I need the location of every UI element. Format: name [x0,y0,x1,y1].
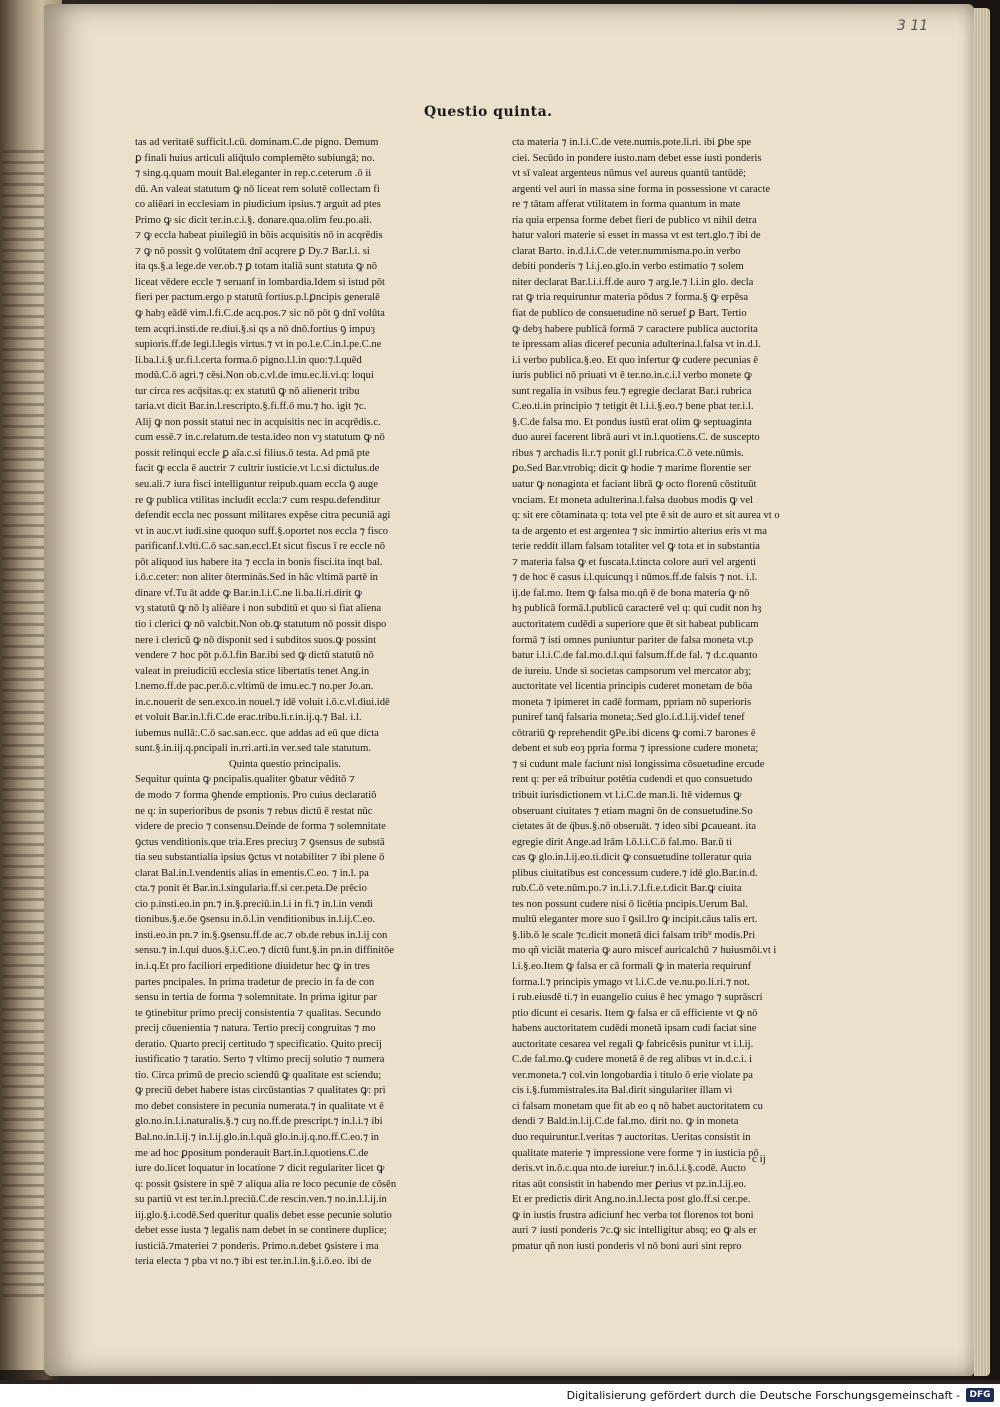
text-line: sensu.⁊ in.l.qui duos.§.i.C.eo.⁊ dictū funt.§.in pn.in diffinitōe [135,945,394,957]
text-line: ꝯctus venditionis.que tria.Eres preciuȝ ⁊ ꝯsensus de substā [135,836,385,848]
text-line: uatur ꝙ nonaginta et faciant librā ꝙ octo florenū cōstituūt [512,479,757,491]
text-line: rent q: per eā tribuitur potētia cudendi et quo consuetudo [512,774,753,786]
text-line: tio i clerici ꝙ nō valcbit.Non ob.ꝙ statutum nō possit dispo [135,618,387,630]
text-line: co aliēari in ecclesiam in piudicium ipsius.⁊ arguit ad ptes [135,199,381,211]
text-line: su partiū vt est ter.in.l.preciū.C.de rescin.ven.⁊ no.in.l.l.ij.in [135,1194,387,1206]
left-text-column [135,135,435,1270]
text-line: possit relinqui eccle ꝑ aīa.c.si filius.ō testa. Ad pmā pte [135,447,370,459]
text-line: rub.C.ō vete.nūm.po.⁊ in.l.i.⁊.l.fi.e.t.dicit Bar.ꝙ ciuita [512,883,742,895]
text-line: iubemus nullā:.C.ō sac.san.ecc. que addas ad eū que dicta [135,727,379,739]
text-line: defendit eccla nec possunt militares expēse citra pecuniā agi [135,510,391,522]
text-line: vt in auc.vt iudi.sine quoquo suff.§.oportet nos eccla ⁊ fisco [135,525,389,537]
text-line: tas ad veritatē sufficit.l.cū. dominam.C.de pigno. Demum [135,137,379,148]
text-line: Et er predictis dirit Ang.no.in.l.lecta post glo.ff.si cer.pe. [512,1194,751,1206]
text-line: hȝ publicā formā.l.publicū caracterē vel q: qui cudit non hȝ [512,603,762,615]
text-line: Bal.no.in.l.ij.⁊ in.l.ij.glo.in.l.quā glo.in.ij.q.no.ff.C.eo.⁊ in [135,1132,379,1143]
text-line: parificanf.l.vlti.C.ō sac.san.eccl.Et sicut fiscus ī re eccle nō [135,541,386,553]
text-line: supioris.ff.de legi.l.legis virtus.⁊ vt in po.l.e.C.in.l.pe.C.ne [135,339,382,351]
text-line: pmatur qñ non iusti ponderis vl nō boni auri sint repro [512,1240,742,1252]
text-line: i rub.eiusdē ti.⁊ in euangelio cuius ē hec ymago ⁊ suprāscri [512,992,763,1004]
text-line: duo aurei facerent librā auri vt in.l.quotiens.C. de suscepto [512,432,760,444]
text-line: iure do.licet loquatur in locatione ⁊ dicit regulariter licet ꝙ [135,1163,385,1175]
text-line: debiti ponderis ⁊ l.i.j.eo.glo.in verbo estimatio ⁊ solem [512,261,744,273]
text-line: egregie dirit Ange.ad lrām l.ō.l.i.C.ō fal.mo. Bar.ū ti [512,836,733,848]
text-line: de modo ⁊ forma ꝯhende emptionis. Pro cuius declaratiō [135,789,377,801]
text-line: cta.⁊ ponit ēt Bar.in.l.singularia.ff.si cer.peta.De prēcio [135,883,367,895]
text-line: liceat vēdere eccle ⁊ seruanf in lombardia.Idem si istud pōt [135,276,386,288]
text-line: §.lib.ō le scale ⁊c.dicit monetā dici falsam trib⁹ modis.Pri [512,929,756,941]
text-line: ꝙ habȝ eādē vim.l.fi.C.de acq.pos.⁊ sic nō pōt ꝯ dnī volūta [135,308,385,320]
text-line: C.de fal.mo.ꝙ cudere monetā ē de reg alibus vt in.d.c.i. i [512,1054,753,1066]
text-line: ribus ⁊ archadis li.r.⁊ ponit gl.l rubrica.C.ō vete.nūmis. [512,447,744,459]
text-line: facit ꝙ eccla ē auctrir ⁊ cultrir iusticie.vt l.c.si dictulus.de [135,463,380,475]
text-line: debent et sub eoȝ ppria forma ⁊ ipressione cudere moneta; [512,743,759,755]
signature-mark: c ij [752,1153,766,1165]
text-line: duo requiruntur.l.veritas ⁊ auctoritas. Ueritas consistit in [512,1132,751,1143]
text-line: sensu in tertia de forma ⁊ solemnitate. In prima igitur par [135,992,378,1004]
text-line: ⁊ si cudunt male faciunt nisi longissima cōsuetudine ercude [512,758,765,770]
text-line: Quinta questio principalis. [228,758,342,770]
text-line: clarat Barto. in.d.l.i.C.de veter.nummisma.po.in verbo [512,245,741,257]
text-line: ne q: in superioribus de psonis ⁊ rebus dictū ē restat nūc [135,805,373,817]
text-line: sunt regalia in vsibus feu.⁊ egregie declarat Bar.i rubrica [512,385,752,397]
text-line: Primo ꝙ sic dicit ter.in.c.i.§. donare.qua.olim feu.po.ali. [135,214,372,226]
text-line: iij.glo.§.i.codē.Sed queritur qualis debet esse pecunie solutio [135,1209,392,1221]
text-line: Alij ꝙ non possit statui nec in acquisitis nec in acqrēdis.c. [135,416,381,428]
text-line: l.i.§.eo.Item ꝙ falsa er cā formali ꝙ in materia requirunf [512,960,752,972]
text-line: dū. An valeat statutum ꝙ nō liceat rem solutē collectam fi [135,183,380,195]
text-line: qualitate materie ⁊ impressione vere forme ⁊ in iusticia pō [512,1147,759,1159]
text-line: vt sī valeat argenteus nūmus vel aureus quantū tantūdē; [512,168,746,180]
text-line: ꝙ debȝ habere publicā formā ⁊ caractere publica auctorita [512,323,758,335]
text-line: fiat de publico de consuetudine nō seruef ꝑ Bart. Tertio [512,308,747,320]
text-line: cietates āt de q̄bus.§.nō obseruāt. ⁊ ideo sibi ꝑcaueant. ita [512,821,757,833]
text-line: tribuit iurisdictionem vt l.i.C.de man.li. Itē videmus ꝙ [512,789,742,801]
text-line: hatur valori materie si esset in massa vt est tert.glo.⁊ ibi de [512,230,761,242]
text-line: debet esse iusta ⁊ legalis nam debet in se continere duplice; [135,1225,387,1237]
text-line: de iureiu. Unde si societas campsorum vel mercator abȝ; [512,665,752,677]
text-line: cis i.§.fummistrales.ita Bal.dirit singulariter illam vi [512,1085,733,1097]
text-line: te ꝯtinebitur primo precij consistentia ⁊ qualitas. Secundo [135,1007,381,1019]
page-edges [974,8,990,1376]
text-line: iuris publici nō priuati vt ē ter.no.in.c.i.l verbo monete ꝙ [512,370,752,382]
text-line: vȝ statutū ꝙ nō lȝ aliēare i non subditū et quo si fiat aliena [135,603,382,615]
text-line: ⁊ de hoc ē casus i.l.quicunqȝ i nūmos.ff.de falsis ⁊ not. i.l. [512,572,758,584]
text-line: mo qñ viciāt materia ꝙ auro miscef auricalchū ⁊ huiusmōi.vt i [512,945,777,957]
footer-credit: Digitalisierung gefördert durch die Deutsche Forschungsgemeinschaft - [566,1389,960,1402]
text-line: §.C.de falsa mo. Et pondus iustū erat olim ꝙ septuaginta [512,416,752,428]
text-line: nere i clericū ꝙ nō disponit sed i subditos suos.ꝙ possint [135,634,377,646]
text-line: tio. Circa primū de precio sciendū ꝙ qualitate est sciendu; [135,1069,382,1081]
text-line: tionibus.§.e.ōe ꝯsensu in.ō.l.in venditionibus in.l.ij.C.eo. [135,914,376,926]
text-line: precij cōuenientia ⁊ natura. Tertio precij congruitas ⁊ mo [135,1023,376,1035]
text-line: glo.no.in.l.i.naturalis.§.⁊ cuȝ no.ff.de prescript.⁊ in.l.i.⁊ ibi [135,1116,383,1128]
text-line: iustificatio ⁊ taratio. Serto ⁊ vltimo precij solutio ⁊ numera [135,1054,385,1066]
text-line: formā ⁊ isti omnes puniuntur pariter de falsa moneta vt.p [512,634,754,646]
text-line: moneta ⁊ ipimeret in cadē formam, ppriam nō superioris [512,696,752,708]
text-line: ꝙ in iustis frustra adiciunf hec verba tot florenos tot boni [512,1209,754,1221]
text-line: ⁊ materia falsa ꝙ et fuscata.l.tincta colore auri vel argenti [512,556,757,568]
text-line: cum essē.⁊ in.c.relatum.de testa.ideo non vȝ statutum ꝙ nō [135,432,385,444]
text-line: rat ꝙ tria requiruntur materia pōdus ⁊ forma.§ ꝙ erpēsa [512,292,749,304]
text-line: vnciam. Et moneta adulterina.l.falsa duobus modis ꝙ vel [512,494,753,506]
text-line: vendere ⁊ hoc pōt p.ō.l.fin Bar.ibi sed ꝙ dictū statutū nō [135,650,374,662]
text-line: insti.eo.in pn.⁊ in.§.ꝯsensu.ff.de ac.⁊ ob.de rebus in.l.ij con [135,929,388,941]
text-line: q: sit ere cōtaminata q: tota vel pte ē sit de auro et sit aurea vt o [512,510,780,522]
text-line: deris.vt in.ō.c.qua nto.de iureiur.⁊ in.ō.l.i.§.codē. Aucto [512,1163,746,1175]
text-line: dendi ⁊ Bald.in.l.ij.C.de fal.mo. dirit no. ꝙ in moneta [512,1116,739,1128]
folio-number: 3 11 [897,18,929,34]
text-line: ta de argento et est argentea ⁊ sic inmirtio alterius eris vt ma [512,525,767,537]
text-line: auctoritate cesarea vel regali ꝙ fabricēsis punitur vt i.l.ij. [512,1038,754,1050]
text-line: cio p.insti.eo.in pn.⁊ in.§.preciū.in.l.i in fi.⁊ in.l.in vendi [135,898,373,910]
text-line: cas ꝙ glo.in.l.ij.eo.ti.dicit ꝙ consuetudine tolleratur quia [512,852,752,864]
text-line: re ꝙ publica vtilitas includit eccla:⁊ cum respu.defenditur [135,494,381,506]
text-line: fieri per pactum.ergo p statutū fortius.p.l.ꝑncipis generalē [135,292,380,304]
text-line: puniref tanq̄ falsaria moneta;.Sed glo.i.d.l.ij.videf tenef [512,712,745,724]
text-line: teria electa ⁊ pba vt no.⁊ ibi est ter.in.l.in.§.i.ō.eo. ibi de [135,1256,372,1268]
text-line: ita qs.§.a lege.de ver.ob.⁊ ꝑ totam italiā sunt statuta ꝙ nō [135,261,378,273]
text-line: me ad hoc ꝑpositum ponderauit Bart.in.l.quotiens.C.de [135,1147,369,1159]
text-line: partes pncipales. In prima tradetur de precio in fa de con [135,976,375,988]
text-line: re ⁊ tātam afferat vtilitatem in forma quantum in mate [512,199,741,211]
text-line: obseruant ciuitates ⁊ etiam magni ōn de consuetudine.So [512,805,753,817]
text-line: in.c.nouerit de sen.exco.in nouel.⁊ idē voluit i.ō.c.vl.diui.idē [135,696,390,708]
text-line: tes non possunt cudere nisi ō licētia pncipis.Uerum Bal. [512,898,748,910]
text-line: C.eo.ti.in principio ⁊ tetigit ēt l.i.i.§.eo.⁊ bene pbat ter.i.l. [512,401,754,413]
text-line: auctoritate vel licentia principis cuderet monetam de bōa [512,681,753,693]
text-line: deratio. Quarto precij certitudo ⁊ specificatio. Quito precij [135,1038,382,1050]
text-line: habens auctoritatem cudēdi monetā ipsam cudi faciat sine [512,1023,757,1035]
text-line: taria.vt dicit Bar.in.l.rescripto.§.fi.ff.ō mu.⁊ ho. igit ⁊c. [135,401,367,413]
text-line: ⁊ ꝙ eccla habeat piuilegiū in bōis acquisitis nō in acqrēdis [135,230,383,242]
text-line: multū eleganter more suo ī ꝯsil.lro ꝙ incipit.cāus talis ert. [512,914,758,926]
text-line: ci falsam monetam que fit ab eo q nō habet auctoritatem cu [512,1100,763,1112]
text-line: batur i.l.i.C.de fal.mo.d.l.qui falsum.ff.de fal. ⁊ d.c.quanto [512,650,758,662]
text-line: forma.l.⁊ principis ymago vt l.i.C.de ve.nu.po.li.ri.⁊ not. [512,976,750,988]
text-line: mo debet consistere in pecunia numerata.⁊ in qualitate vt ē [135,1100,384,1112]
text-line: ꝑo.Sed Bar.vtrobiq; dicit ꝙ hodie ⁊ marime florentie ser [512,463,751,475]
text-line: ⁊ ꝙ nō possit ꝯ volūtatem dnī acqrere ꝑ Dy.⁊ Bar.l.i. si [135,245,370,257]
text-line: l.nemo.ff.de pac.per.ō.c.vltimū de imu.ec.⁊ no.per Jo.an. [135,681,374,693]
text-line: argenti vel auri in massa sine forma in possessione vt caracte [512,183,771,195]
text-line: valeat in preiudiciū ecclesia stice libertatis tenet Ang.in [135,665,370,677]
text-line: i.i verbo publica.§.eo. Et quo infertur ꝙ cudere pecunias ē [512,354,758,366]
running-head: Questio quinta. [424,104,553,120]
text-line: ver.moneta.⁊ col.vin longobardia i titulo ō erie violate pa [512,1069,753,1081]
text-line: modū.C.ō agri.⁊ cēsi.Non ob.c.vl.de imu.ec.li.vi.q: loqui [135,370,374,382]
text-line: iusticiā.⁊materiei ⁊ ponderis. Primo.n.debet ꝯsistere i ma [135,1240,379,1252]
text-line: ciei. Secūdo in pondere iusto.nam debet esse iusti ponderis [512,152,762,164]
text-line: auctoritatem cudēdi a superiore que ēt sit habeat publicam [512,618,759,630]
text-line: cta materia ⁊ in.l.i.C.de vete.numis.pote.li.ri. ibi ꝑbe spe [512,137,752,148]
text-line: seu.ali.⁊ iura fisci intelliguntur reipub.quam eccla ꝯ auge [135,479,378,491]
text-line: ij.de fal.mo. Item ꝙ falsa mo.qñ ē de bona materia ꝙ nō [512,587,750,599]
text-line: Sequitur quinta ꝙ pncipalis.qualiter ꝯbatur vēditō ⁊ [135,774,355,786]
text-line: q: possit ꝯsistere in spē ⁊ aliqua alia re loco pecunie de cōsēn [135,1178,397,1190]
text-line: i.ō.c.ceter: non aliter ōterminās.Sed in hāc vltimā partē in [135,572,378,584]
text-line: in.i.q.Et pro faciliori erpeditione diuidetur hec ꝙ in tres [135,960,370,972]
text-line: clarat Bal.in.l.vendentis alias in ementis.C.eo. ⁊ in.l. pa [135,867,369,879]
text-line: terie reddit illam falsam totaliter vel ꝙ tota et in substantia [512,541,761,553]
text-line: sunt.§.in.iij.q.pncipali in.rri.arti.in ver.sed tale statutum. [135,743,371,755]
text-line: ꝑ finali huius articuli aliq̄tulo complemēto subiungā; no. [135,152,375,164]
text-line: ⁊ sing.q.quam mouit Bal.eleganter in rep.c.ceterum .ō ii [135,168,372,180]
text-line: pōt aliquod ius habere ita ⁊ eccla in bonis fisci.ita inqt bal. [135,556,383,568]
text-line: li.ba.l.i.§ ur.fi.l.certa forma.ō pigno.l.l.in quo:⁊.l.quēd [135,354,362,366]
text-line: tem acqri.insti.de re.diui.§.si qs a nō dnō.fortius ꝯ impuȝ [135,323,375,335]
text-line: te ipressam alias diceref pecunia adulterina.l.falsa vt in.d.l. [512,339,761,351]
text-line: et voluit Bar.in.l.fi.C.de erac.tribu.li.r.in.ij.q.⁊ Bal. i.l. [135,712,362,724]
text-line: dinare vf.Tu āt adde ꝙ Bar.in.l.i.C.ne li.ba.li.ri.dirit ꝙ [135,587,363,599]
text-line: ꝙ preciū debet habere istas circūstantias ⁊ qualitates ꝙ: pri [135,1085,386,1097]
text-line: auri ⁊ iusti ponderis ⁊c.ꝙ sic intelligitur absq; eo ꝙ als er [512,1225,757,1237]
right-text-column [512,135,812,1254]
text-line: tur circa res acq̄sitas.q: ex statutū ꝙ nō alienerit tribu [135,385,360,397]
text-line: ritas aūt consistit in habendo mer ꝑerius vt pz.in.l.ij.eo. [512,1178,747,1190]
dfg-logo: DFG [966,1388,994,1402]
text-line: niter declarat Bar.l.i.i.ff.de auro ⁊ arg.le.⁊ l.i.in glo. decla [512,276,754,288]
text-line: ria quia erpensa forme debet fieri de publico vt nihil detra [512,214,757,226]
text-line: plibus ciuitatibus est concessum cudere.⁊ idē glo.Bar.in.d. [512,867,758,879]
text-line: tia seu substantialia ipsius ꝯctus vt notabiliter ⁊ ibi plene ō [135,852,385,864]
text-line: ptio dicunt ei cesaris. Item ꝙ falsa er cā efficiente vt ꝙ nō [512,1007,758,1019]
text-line: videre de precio ⁊ consensu.Deinde de forma ⁊ solemnitate [135,821,386,833]
text-line: cōtrariū ꝙ reprehendit ꝯPe.ibi dicens ꝙ comi.⁊ barones ē [512,727,756,739]
